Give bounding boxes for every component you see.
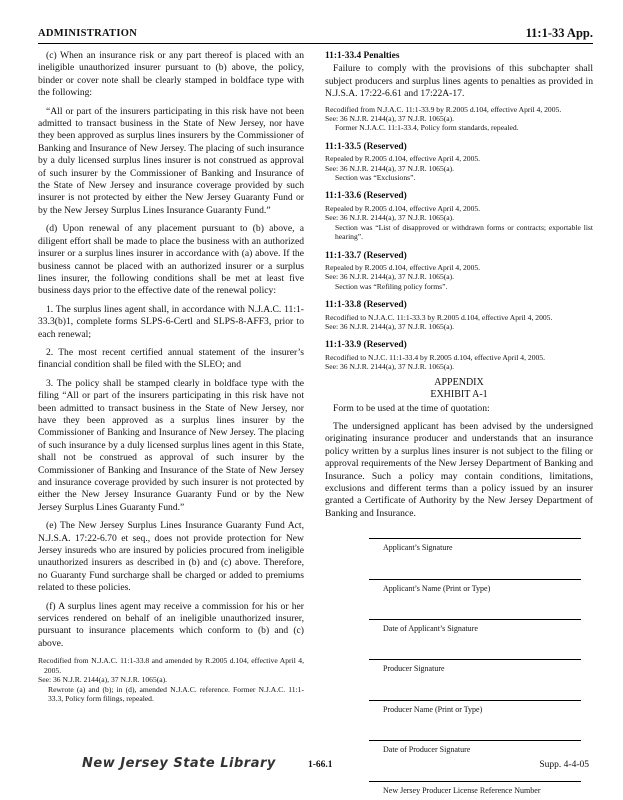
paragraph-e: (e) The New Jersey Surplus Lines Insurance Guaranty Fund Act, N.J.S.A. 17:22-6.70 et seq., does not provide protection for New Jersey insureds who are insured by policies procured from ineligible unauthorized insurers as described in (b) and (c) above. Therefore, no Guaranty Fund surcharge shall be charged or added to premiums related to these policies. [38,520,304,594]
exhibit-heading: EXHIBIT A-1 [430,388,488,400]
signature-label: Applicant’s Signature [383,543,453,553]
history-note: See: 36 N.J.R. 2144(a), 37 N.J.R. 1065(a). [325,362,455,372]
signature-label: Date of Producer Signature [383,745,471,755]
section-text: Failure to comply with the provisions of this subchapter shall subject producers and surplus lines agents to penalties as provided in N.J.S.A. 17:22-6.61 and 17:22A-17. [325,63,593,100]
signature-line[interactable] [369,526,581,539]
signature-block [325,526,593,797]
history-note: Recodified from N.J.A.C. 11:1-33.9 by R.2005 d.104, effective April 4, 2005. [325,104,562,114]
history-note: See: 36 N.J.R. 2144(a), 37 N.J.R. 1065(a). [325,114,455,124]
applicant-statement: The undersigned applicant has been advised by the undersigned originating insurance producer and understands that an insurance policy written by a surplus lines insurer is not subject to the filing or approval requirements of the New Jersey Department of Banking and Insurance. Such a policy may contain conditions, limitations, exclusions and different terms than a policy issued by an insurer granted a Certificate of Authority by the New Jersey Department of Banking and Insurance. [325,420,593,519]
signature-line[interactable] [369,595,581,620]
signature-line[interactable] [369,555,581,580]
history-note: See: 36 N.J.R. 2144(a), 37 N.J.R. 1065(a). [325,163,455,173]
section-heading: 11:1-33.8 (Reserved) [325,300,407,311]
section-heading: 11:1-33.5 (Reserved) [325,141,407,152]
paragraph-d: (d) Upon renewal of any placement pursuant to (b) above, a diligent effort shall be made to place the business with an authorized insurer or a surplus lines insurer in accordance with (a) above. If the business cannot be placed with an authorized insurer or a surplus lines insurer, the following conditions shall be met at least five business days prior to the effective date of the renewal policy: [38,223,304,297]
paragraph-d3: 3. The policy shall be stamped clearly in boldface type with the filing “All or part of the insurers participating in this risk have not been admitted to transact business in the State of New Jersey, nor have they been approved as a surplus lines insurer by the Commissioner of Banking and Insurance of New Jersey. The placing of such insurance by a duly licensed surplus lines agent in this State, shall not be construed as approval of such insurer by the Commissioner of Banking and Insurance of the State of New Jersey and insurance coverage provided by such insurer is not protected by either the New Jersey Insurance Guaranty Fund or by the New Jersey Surplus Lines Guaranty Fund.” [38,377,304,513]
paragraph-f: (f) A surplus lines agent may receive a commission for his or her services rendered on behalf of an ineligible unauthorized insurer, pursuant to insurance placements which conform to (b) and (c) above. [38,600,304,649]
form-note: Form to be used at the time of quotation: [333,402,490,414]
running-header-section: ADMINISTRATION [38,28,138,39]
signature-line[interactable] [369,635,581,660]
appendix-heading: APPENDIX [434,376,484,388]
history-note: Section was “Exclusions”. [335,173,416,183]
history-note: Repealed by R.2005 d.104, effective April 4, 2005. [325,203,481,213]
section-heading: 11:1-33.9 (Reserved) [325,340,407,351]
signature-label: Date of Applicant’s Signature [383,624,478,634]
history-note: Section was “List of disapproved or withdrawn forms or contracts; exportable list hearing”. [335,222,593,242]
right-column [325,50,593,797]
paragraph-c: (c) When an insurance risk or any part thereof is placed with an ineligible unauthorized insurer pursuant to (b) above, the policy, binder or cover note shall be clearly stamped in boldface type with the following: [38,50,304,99]
history-note: Former N.J.A.C. 11:1-33.4, Policy form standards, repealed. [335,123,519,133]
library-watermark: New Jersey State Library [82,756,276,771]
section-heading: 11:1-33.6 (Reserved) [325,191,407,202]
section-heading: 11:1-33.4 Penalties [325,51,400,61]
history-note: See: 36 N.J.R. 2144(a), 37 N.J.R. 1065(a). [325,321,455,331]
supplement-date: Supp. 4-4-05 [539,760,589,770]
header-rule [38,43,593,44]
history-note: Section was “Refiling policy forms”. [335,281,448,291]
page-number: 1-66.1 [308,760,333,770]
section-heading: 11:1-33.7 (Reserved) [325,250,407,261]
stamp-quote: “All or part of the insurers participating in this risk have not been admitted to transact business in the State of New Jersey, nor have they been approved as surplus lines insurers by the Commissioner of Banking and Insurance of New Jersey. The placing of such insurance by a duly licensed surplus lines insurer is not construed as approval of such insurer by the Commissioner of Banking and Insurance of the State of New Jersey and insurance coverage provided by such insurer is not protected by either the New Jersey Guaranty Fund or by the New Jersey Surplus Lines Insurance Guaranty Fund.” [38,105,304,216]
signature-label: New Jersey Producer License Reference Number [383,785,541,795]
running-header-chapter: 11:1-33 App. [525,26,593,40]
history-note: See: 36 N.J.R. 2144(a), 37 N.J.R. 1065(a). [38,675,168,685]
signature-label: Producer Name (Print or Type) [383,704,483,714]
history-note: See: 36 N.J.R. 2144(a), 37 N.J.R. 1065(a). [325,272,455,282]
history-note: Recodified to N.J.A.C. 11:1-33.3 by R.2005 d.104, effective April 4, 2005. [325,312,553,322]
history-note: Rewrote (a) and (b); in (d), amended N.J.A.C. reference. Former N.J.A.C. 11:1-33.3, Policy form filings, repealed. [48,684,304,703]
signature-line[interactable] [369,676,581,701]
history-note: See: 36 N.J.R. 2144(a), 37 N.J.R. 1065(a). [325,213,455,223]
history-note: Recodified to N.J.C. 11:1-33.4 by R.2005 d.104, effective April 4, 2005. [325,352,545,362]
left-column [38,50,304,703]
history-note: Repealed by R.2005 d.104, effective April 4, 2005. [325,154,481,164]
paragraph-d2: 2. The most recent certified annual statement of the insurer’s financial condition shall be filed with the SLEO; and [38,346,304,371]
history-note: Repealed by R.2005 d.104, effective April 4, 2005. [325,262,481,272]
signature-label: Applicant’s Name (Print or Type) [383,583,491,593]
signature-label: Producer Signature [383,664,445,674]
paragraph-d1: 1. The surplus lines agent shall, in accordance with N.J.A.C. 11:1-33.3(b)1, complete forms SLPS-6-Certl and SLPS-8-AFF3, prior to each renewal; [38,303,304,340]
history-note: Recodified from N.J.A.C. 11:1-33.8 and amended by R.2005 d.104, effective April 4, 2005. [38,656,304,675]
signature-line[interactable] [369,716,581,741]
